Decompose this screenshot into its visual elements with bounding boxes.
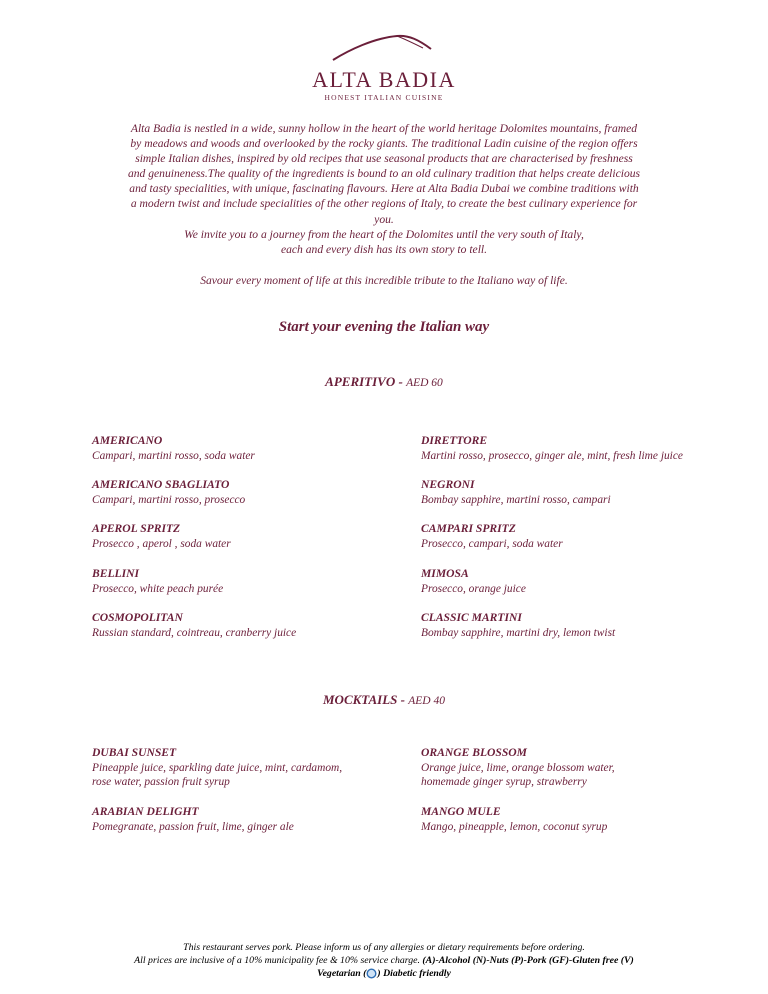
item-name: CAMPARI SPRITZ (421, 522, 516, 535)
menu-item (421, 434, 741, 463)
brand-tagline: HONEST ITALIAN CUISINE (324, 93, 444, 102)
start-heading: Start your evening the Italian way (278, 319, 490, 335)
item-name: AMERICANO (92, 434, 163, 447)
item-desc: rose water, passion fruit syrup (92, 776, 230, 789)
aperitivo-heading (0, 374, 768, 390)
footer-line-1: This restaurant serves pork. Please inform us of any allergies or dietary requirements before ordering. (183, 942, 585, 953)
item-desc: Campari, martini rosso, prosecco (92, 493, 246, 506)
brand-name: ALTA BADIA (312, 67, 456, 92)
aperitivo-title: APERITIVO - (325, 374, 403, 389)
footer-prices-note: All prices are inclusive of a 10% municipality fee & 10% service charge. (134, 955, 423, 966)
item-name: ORANGE BLOSSOM (421, 746, 527, 759)
item-name: DIRETTORE (421, 434, 488, 447)
menu-item (421, 611, 741, 640)
item-desc: Bombay sapphire, martini dry, lemon twist (421, 626, 616, 639)
item-desc: Prosecco, white peach purée (92, 582, 224, 595)
intro-line: and genuineness.The quality of the ingredients is bound to an old culinary tradition that helps create delicious (127, 167, 641, 181)
menu-item (421, 746, 741, 790)
item-desc: Campari, martini rosso, soda water (92, 449, 255, 462)
menu-item (92, 805, 392, 834)
item-name: DUBAI SUNSET (92, 746, 177, 759)
item-desc: Pineapple juice, sparkling date juice, mint, cardamom, (92, 761, 343, 774)
item-desc: Bombay sapphire, martini rosso, campari (421, 493, 611, 506)
menu-item (92, 434, 392, 463)
intro-line: We invite you to a journey from the heart of the Dolomites until the very south of Italy, (184, 227, 584, 241)
footer-line-3 (0, 967, 768, 980)
savour-line: Savour every moment of life at this incredible tribute to the Italiano way of life. (200, 273, 568, 287)
item-name: CLASSIC MARTINI (421, 611, 522, 624)
menu-item (421, 567, 741, 596)
intro-line: you. (374, 212, 394, 226)
item-desc: Orange juice, lime, orange blossom water, (421, 761, 615, 774)
intro-line: and tasty specialities, with unique, fascinating flavours. Here at Alta Badia Dubai we combine traditions with (129, 182, 639, 196)
item-name: NEGRONI (421, 478, 475, 491)
footer-line-2 (0, 954, 768, 967)
mocktails-title: MOCKTAILS - (323, 692, 405, 707)
intro-text (88, 121, 680, 288)
intro-line: by meadows and woods and overlooked by the rocky giants. The traditional Ladin cuisine of the region offers (130, 137, 638, 151)
menu-item (421, 478, 741, 507)
logo (0, 30, 768, 102)
item-name: MIMOSA (421, 567, 469, 580)
intro-line: a modern twist and include specialities of the other regions of Italy, to create the best culinary experience for (130, 197, 638, 211)
intro-line: simple Italian dishes, inspired by old recipes that use seasonal products that are characterised by freshness (135, 152, 633, 166)
item-name: AMERICANO SBAGLIATO (92, 478, 230, 491)
mocktails-price: AED 40 (408, 695, 445, 707)
menu-item (421, 805, 741, 834)
item-desc: Martini rosso, prosecco, ginger ale, mint, fresh lime juice (421, 449, 683, 462)
item-desc: homemade ginger syrup, strawberry (421, 776, 587, 789)
footer-diabetic: ) Diabetic friendly (377, 968, 451, 979)
item-desc: Prosecco, campari, soda water (421, 537, 563, 550)
item-name: MANGO MULE (421, 805, 501, 818)
diabetic-icon (366, 968, 377, 979)
footer (0, 941, 768, 980)
footer-vegetarian: Vegetarian ( (317, 968, 367, 979)
item-name: APEROL SPRITZ (92, 522, 181, 535)
item-desc: Prosecco, orange juice (421, 582, 526, 595)
mocktails-heading (0, 692, 768, 708)
item-desc: Russian standard, cointreau, cranberry juice (92, 626, 297, 639)
item-desc: Mango, pineapple, lemon, coconut syrup (421, 820, 608, 833)
item-name: ARABIAN DELIGHT (92, 805, 199, 818)
mountain-icon (319, 30, 449, 68)
item-desc: Pomegranate, passion fruit, lime, ginger ale (92, 820, 294, 833)
item-desc: Prosecco , aperol , soda water (92, 537, 231, 550)
menu-item (421, 522, 741, 551)
intro-line: Alta Badia is nestled in a wide, sunny hollow in the heart of the world heritage Dolomites mountains, framed (130, 122, 638, 135)
menu-item (92, 611, 392, 640)
menu-item (92, 478, 392, 507)
menu-item (92, 567, 392, 596)
item-name: COSMOPOLITAN (92, 611, 183, 624)
menu-item (92, 746, 392, 790)
menu-item (92, 522, 392, 551)
aperitivo-price: AED 60 (406, 377, 443, 389)
intro-line: each and every dish has its own story to tell. (280, 242, 488, 256)
footer-legend: (A)-Alcohol (N)-Nuts (P)-Pork (GF)-Gluten free (V) (422, 955, 634, 966)
item-name: BELLINI (92, 567, 140, 580)
